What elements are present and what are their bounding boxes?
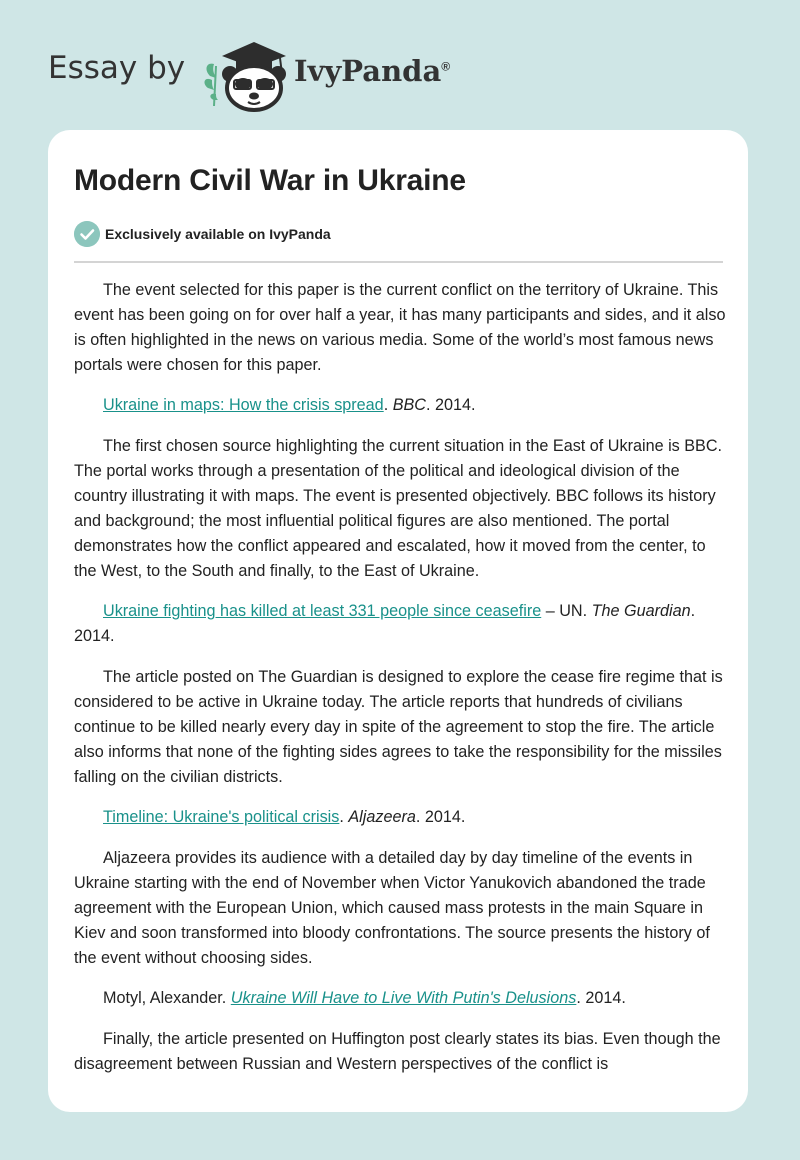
reference-link[interactable]: Ukraine fighting has killed at least 331 people since ceasefire [103,602,542,620]
brand-prefix: Essay by [48,50,186,86]
exclusive-text: Exclusively available on IvyPanda [105,226,331,242]
brand-name: IvyPanda® [294,54,451,88]
reference-author: Motyl, Alexander. [103,989,231,1007]
brand-header [48,36,468,116]
divider [74,261,723,263]
paragraph: The article posted on The Guardian is designed to explore the cease fire regime that is considered to be active in Ukraine today. The article reports that hundreds of civilians continue to be killed nearly every day in spite of the agreement to stop the fire. The article also informs that none of the fighting sides agrees to take the responsibility for the missiles falling on the civilian districts. [74,668,723,786]
check-circle-icon [74,221,100,247]
trademark-mark: ® [441,59,451,74]
reference-source: The Guardian [591,602,691,620]
paragraph: The first chosen source highlighting the current situation in the East of Ukraine is BBC. The portal works through a presentation of the political and ideological division of the country illustrating it with maps. The event is presented objectively. BBC follows its history and background; the most influential political figures are also mentioned. The portal demonstrates how the conflict appeared and escalated, how it moved from the center, to the West, to the South and finally, to the East of Ukraine. [74,437,723,580]
reference-source: BBC [392,396,426,414]
essay-card [48,130,748,1112]
paragraph: The event selected for this paper is the current conflict on the territory of Ukraine. This event has been going on for over half a year, it has many participants and sides, and it also is often highlighted in the news on various media. Some of the world’s most famous news portals were chosen for this paper. [74,281,726,374]
reference: Timeline: Ukraine's political crisis. Aljazeera. 2014. [103,808,466,826]
reference: Motyl, Alexander. Ukraine Will Have to Live With Putin's Delusions. 2014. [103,989,626,1007]
paragraph: Finally, the article presented on Huffington post clearly states its bias. Even though the disagreement between Russian and Western perspectives of the conflict is [74,1030,721,1073]
reference-link[interactable]: Timeline: Ukraine's political crisis [103,808,340,826]
reference: Ukraine in maps: How the crisis spread. BBC. 2014. [103,396,476,414]
panda-graduate-icon[interactable] [200,36,292,112]
reference: Ukraine fighting has killed at least 331 people since ceasefire – UN. The Guardian. 2014. [74,602,696,645]
reference-link[interactable]: Ukraine in maps: How the crisis spread [103,396,384,414]
reference-source: Aljazeera [348,808,416,826]
exclusive-badge [74,221,331,247]
reference-link[interactable]: Ukraine Will Have to Live With Putin's Delusions [230,989,577,1007]
paragraph: Aljazeera provides its audience with a detailed day by day timeline of the events in Ukraine starting with the end of November when Victor Yanukovich abandoned the trade agreement with the European Union, which caused mass protests in the main Square in Kiev and soon transformed into bloody confrontations. The source presents the history of the event without choosing sides. [74,849,710,967]
page-title: Modern Civil War in Ukraine [74,164,466,197]
essay-body [74,278,726,1092]
